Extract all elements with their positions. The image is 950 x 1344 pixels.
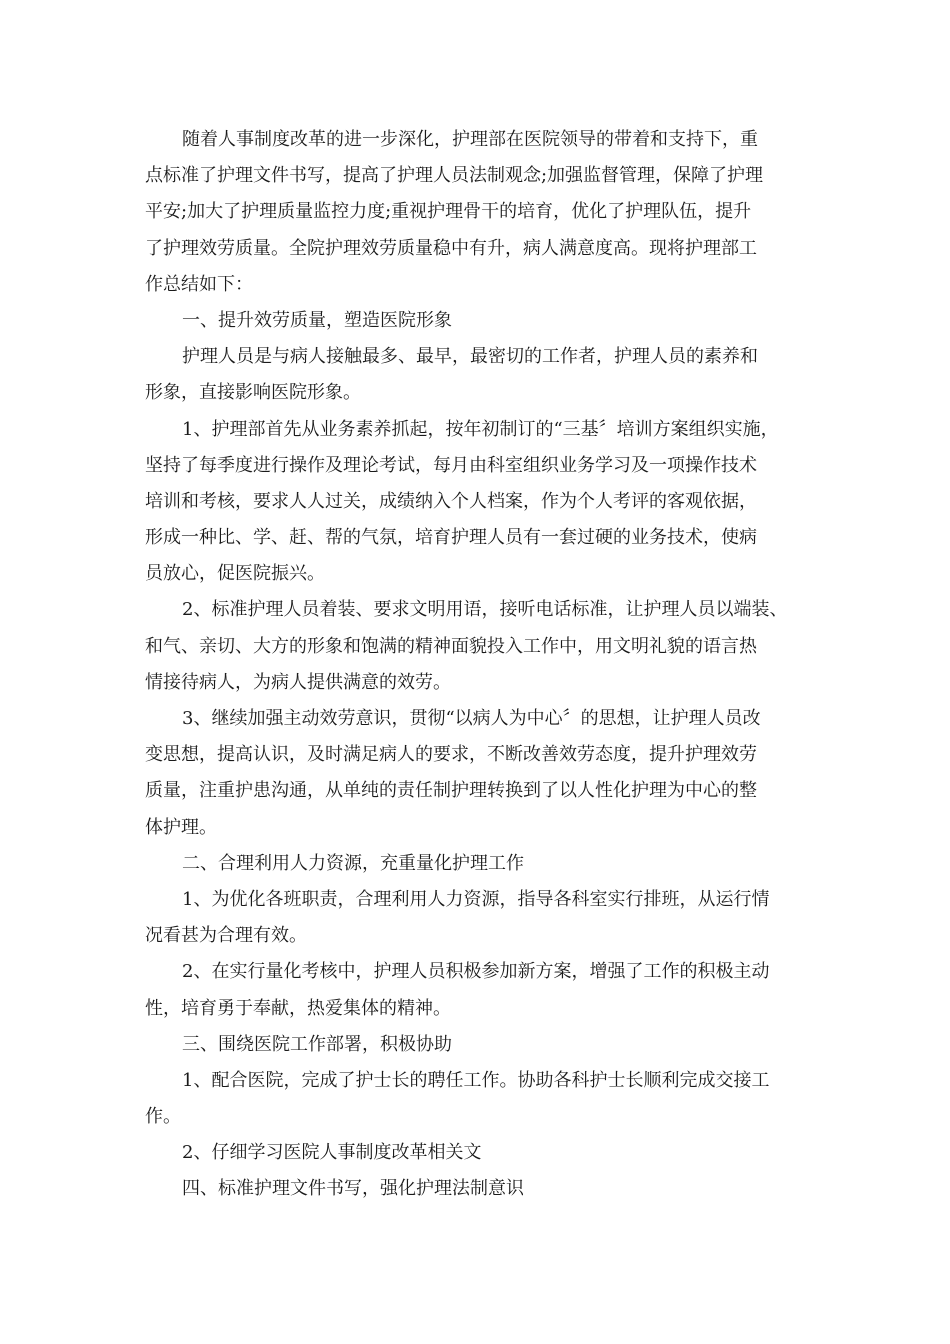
text-line: 况看甚为合理有效。 xyxy=(145,925,307,947)
text-line: 形象，直接影响医院形象。 xyxy=(145,382,361,404)
text-line: 2、标准护理人员着装、要求文明用语，接听电话标准，让护理人员以端装、 xyxy=(182,599,788,621)
text-line: 作。 xyxy=(145,1106,181,1128)
text-line: 体护理。 xyxy=(145,816,217,838)
text-line: 坚持了每季度进行操作及理论考试，每月由科室组织业务学习及一项操作技术 xyxy=(145,454,757,476)
text-line: 作总结如下： xyxy=(145,273,253,295)
text-line: 二、合理利用人力资源，充重量化护理工作 xyxy=(182,852,524,874)
text-line: 2、在实行量化考核中，护理人员积极参加新方案，增强了工作的积极主动 xyxy=(182,961,770,983)
text-line: 情接待病人，为病人提供满意的效劳。 xyxy=(145,671,451,693)
text-line: 质量，注重护患沟通，从单纯的责任制护理转换到了以人性化护理为中心的整 xyxy=(145,780,757,802)
text-line: 1、为优化各班职责，合理利用人力资源，指导各科室实行排班，从运行情 xyxy=(182,888,770,910)
text-line: 和气、亲切、大方的形象和饱满的精神面貌投入工作中，用文明礼貌的语言热 xyxy=(145,635,757,657)
text-line: 2、仔细学习医院人事制度改革相关文 xyxy=(182,1142,482,1164)
text-line: 形成一种比、学、赶、帮的气氛，培育护理人员有一套过硬的业务技术，使病 xyxy=(145,527,757,549)
document-body xyxy=(145,122,810,1208)
text-line: 护理人员是与病人接触最多、最早，最密切的工作者，护理人员的素养和 xyxy=(182,346,758,368)
text-line: 一、提升效劳质量，塑造医院形象 xyxy=(182,309,452,331)
text-line: 了护理效劳质量。全院护理效劳质量稳中有升，病人满意度高。现将护理部工 xyxy=(145,237,757,259)
text-line: 随着人事制度改革的进一步深化，护理部在医院领导的带着和支持下，重 xyxy=(182,129,758,150)
text-line: 四、标准护理文件书写，强化护理法制意识 xyxy=(182,1178,524,1200)
text-line: 1、配合医院，完成了护士长的聘任工作。协助各科护士长顺利完成交接工 xyxy=(182,1069,770,1091)
text-line: 点标准了护理文件书写，提高了护理人员法制观念;加强监督管理，保障了护理 xyxy=(145,165,764,187)
text-line: 变思想，提高认识，及时满足病人的要求，不断改善效劳态度，提升护理效劳 xyxy=(145,744,757,766)
text-line: 1、护理部首先从业务素养抓起，按年初制订的“三基〞培训方案组织实施， xyxy=(182,418,779,440)
text-line: 三、围绕医院工作部署，积极协助 xyxy=(182,1033,452,1055)
text-line: 员放心，促医院振兴。 xyxy=(145,563,325,585)
text-line: 3、继续加强主动效劳意识，贯彻“以病人为中心〞的思想，让护理人员改 xyxy=(182,708,761,729)
text-line: 性，培育勇于奉献，热爱集体的精神。 xyxy=(145,997,451,1019)
text-line: 培训和考核，要求人人过关，成绩纳入个人档案，作为个人考评的客观依据， xyxy=(145,490,757,512)
text-line: 平安;加大了护理质量监控力度;重视护理骨干的培育，优化了护理队伍，提升 xyxy=(145,201,752,223)
